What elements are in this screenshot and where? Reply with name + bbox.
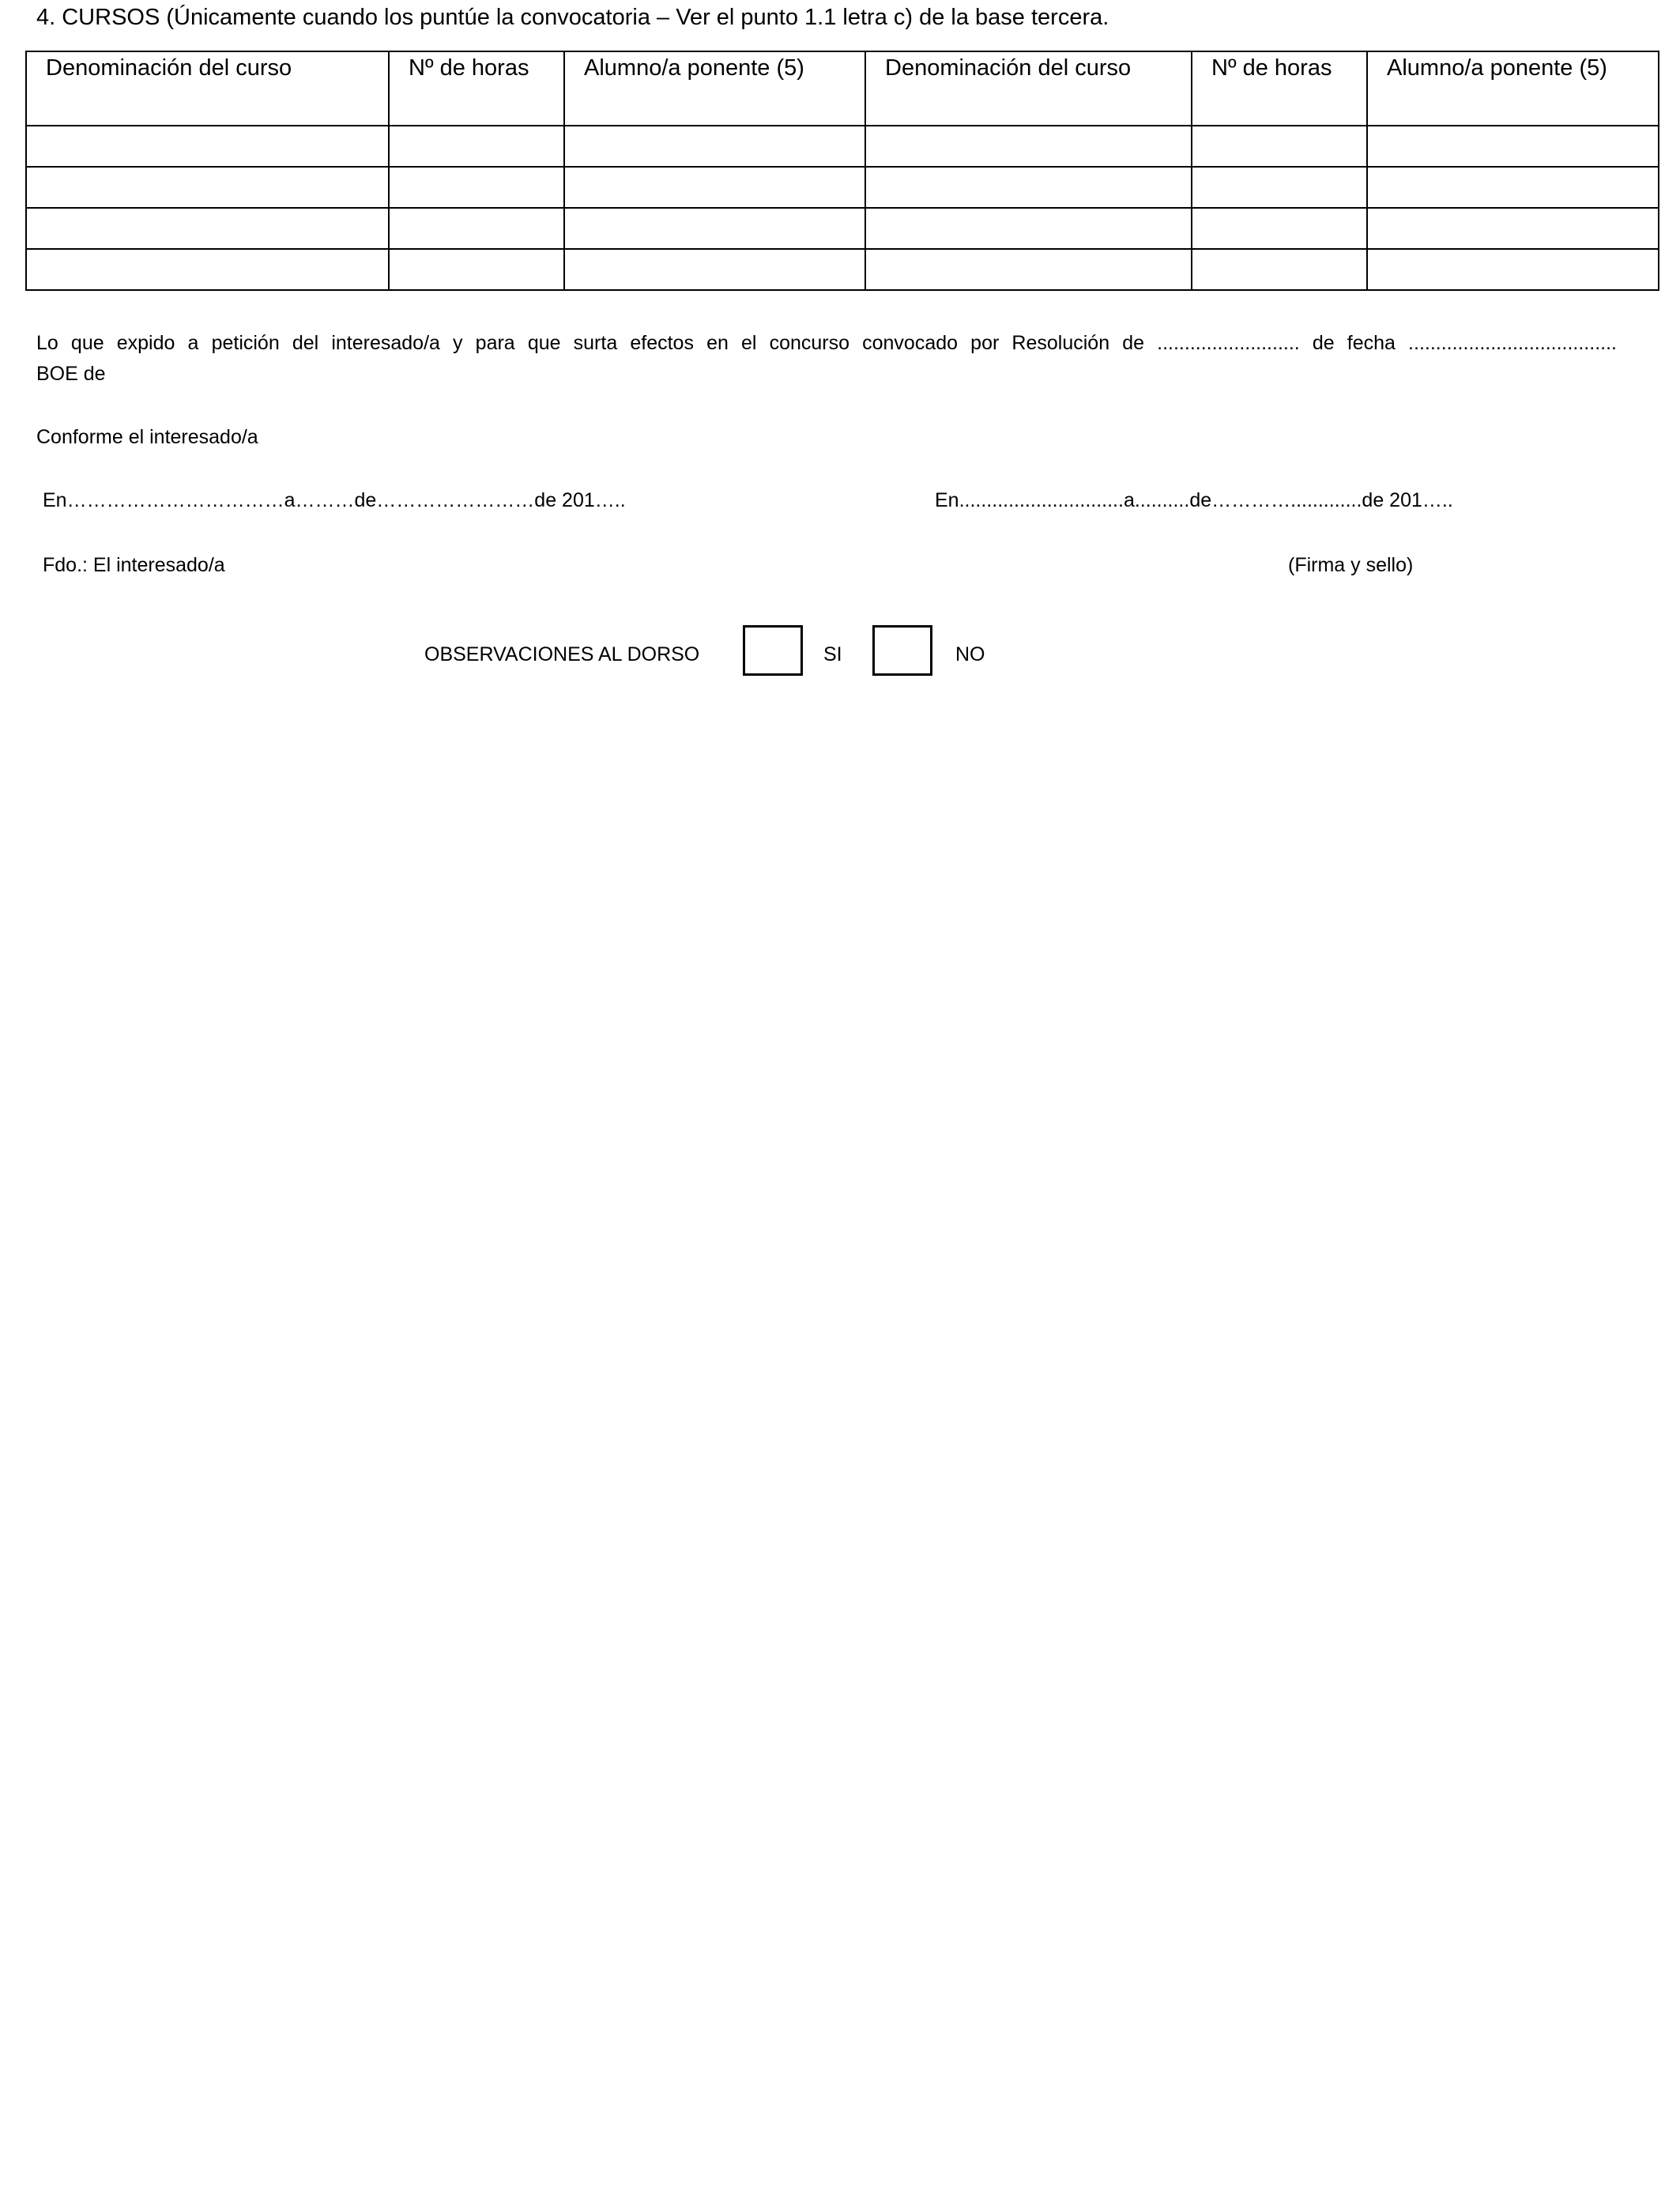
table-cell[interactable] <box>389 208 564 249</box>
table-cell[interactable] <box>1192 208 1367 249</box>
table-cell[interactable] <box>564 167 865 208</box>
table-cell[interactable] <box>564 249 865 290</box>
observations-label: OBSERVACIONES AL DORSO <box>424 643 700 665</box>
table-cell[interactable] <box>564 126 865 167</box>
table-cell[interactable] <box>389 249 564 290</box>
table-cell[interactable] <box>1367 208 1659 249</box>
certification-line: Lo que expido a petición del interesado/a y para que surta efectos en el concurso convocado por Resolución de .......................... de fecha ...................................... <box>36 332 1617 354</box>
table-cell[interactable] <box>1192 126 1367 167</box>
table-cell[interactable] <box>564 208 865 249</box>
table-cell[interactable] <box>26 167 389 208</box>
observations-no-label: NO <box>955 643 985 665</box>
table-cell[interactable] <box>865 249 1192 290</box>
table-cell[interactable] <box>865 126 1192 167</box>
header-course-name-1: Denominación del curso <box>26 51 389 126</box>
header-student-speaker-2: Alumno/a ponente (5) <box>1367 51 1659 126</box>
section-heading: 4. CURSOS (Únicamente cuando los puntúe la convocatoria – Ver el punto 1.1 letra c) de la base tercera. <box>36 5 1109 30</box>
table-cell[interactable] <box>865 208 1192 249</box>
place-date-left: En……………………………a………de……………………de 201….. <box>43 489 626 511</box>
courses-table <box>25 51 1659 291</box>
table-cell[interactable] <box>1367 126 1659 167</box>
table-row <box>26 167 1659 208</box>
table-cell[interactable] <box>26 126 389 167</box>
table-cell[interactable] <box>1192 167 1367 208</box>
signature-firma-sello: (Firma y sello) <box>1288 554 1414 576</box>
observations-yes-checkbox[interactable] <box>743 625 803 676</box>
table-cell[interactable] <box>389 126 564 167</box>
place-date-right: En..............................a..........de………….............de 201….. <box>935 489 1453 511</box>
table-row <box>26 126 1659 167</box>
table-cell[interactable] <box>26 249 389 290</box>
header-hours-2: Nº de horas <box>1192 51 1367 126</box>
table-row <box>26 208 1659 249</box>
table-cell[interactable] <box>1192 249 1367 290</box>
table-cell[interactable] <box>865 167 1192 208</box>
signature-interesado: Fdo.: El interesado/a <box>43 554 225 576</box>
table-cell[interactable] <box>389 167 564 208</box>
table-header-row <box>26 51 1659 126</box>
table-cell[interactable] <box>26 208 389 249</box>
boe-line: BOE de <box>36 363 106 385</box>
table-cell[interactable] <box>1367 167 1659 208</box>
table-row <box>26 249 1659 290</box>
observations-no-checkbox[interactable] <box>872 625 932 676</box>
header-course-name-2: Denominación del curso <box>865 51 1192 126</box>
header-student-speaker-1: Alumno/a ponente (5) <box>564 51 865 126</box>
header-hours-1: Nº de horas <box>389 51 564 126</box>
observations-yes-label: SI <box>823 643 842 665</box>
table-cell[interactable] <box>1367 249 1659 290</box>
conforme-label: Conforme el interesado/a <box>36 426 258 448</box>
